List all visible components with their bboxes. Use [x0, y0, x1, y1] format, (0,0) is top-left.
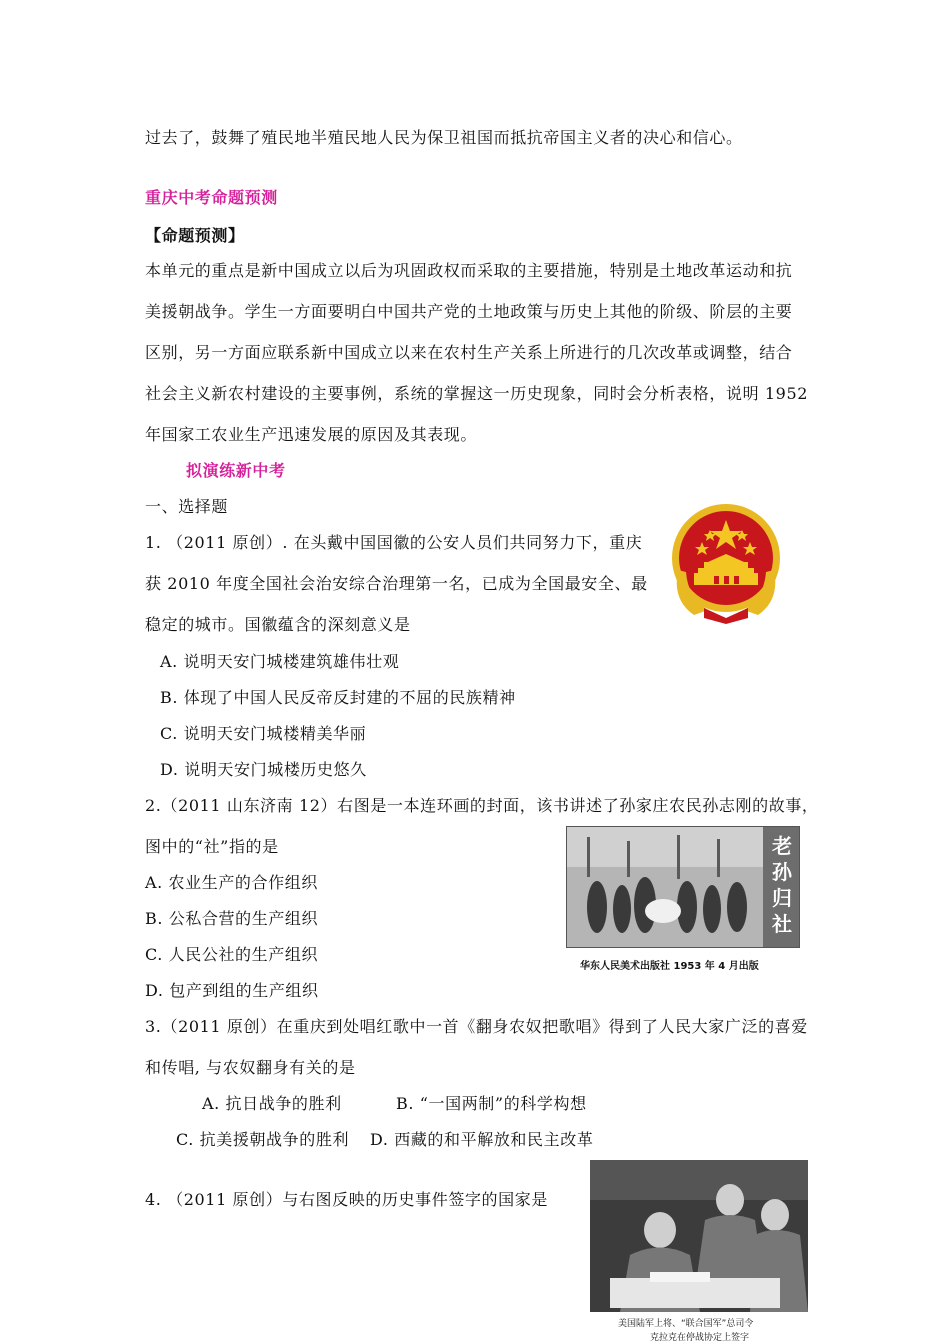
armistice-photo-image — [590, 1160, 808, 1312]
choice-heading: 一、选择题 — [145, 497, 229, 516]
question-3-option-b: B. “一国两制”的科学构想 — [396, 1094, 587, 1113]
question-2-line-1: 2.（2011 山东济南 12）右图是一本连环画的封面，该书讲述了孙家庄农民孙志刚的故事， — [145, 796, 819, 815]
line-intro: 过去了，鼓舞了殖民地半殖民地人民为保卫祖国而抵抗帝国主义者的决心和信心。 — [145, 128, 743, 147]
question-4: 4. （2011 原创）与右图反映的历史事件签字的国家是 — [145, 1190, 548, 1209]
paragraph-line-4: 社会主义新农村建设的主要事例，系统的掌握这一历史现象，同时会分析表格，说明 1952 — [145, 384, 809, 403]
question-2-option-d: D. 包产到组的生产组织 — [145, 981, 319, 1000]
question-2-option-a: A. 农业生产的合作组织 — [145, 873, 318, 892]
question-3-line-2: 和传唱, 与农奴翻身有关的是 — [145, 1058, 356, 1077]
section-title: 重庆中考命题预测 — [145, 188, 278, 207]
question-3-option-c: C. 抗美援朝战争的胜利 — [176, 1130, 350, 1149]
question-2-option-b: B. 公私合营的生产组织 — [145, 909, 319, 928]
question-1-option-d: D. 说明天安门城楼历史悠久 — [160, 760, 367, 779]
question-1-option-c: C. 说明天安门城楼精美华丽 — [160, 724, 367, 743]
question-2-line-2: 图中的“社”指的是 — [145, 837, 279, 856]
question-1-line-1: 1. （2011 原创）. 在头戴中国国徽的公安人员们共同努力下，重庆 — [145, 533, 643, 552]
paragraph-line-1: 本单元的重点是新中国成立以后为巩固政权而采取的主要措施，特别是土地改革运动和抗 — [145, 261, 793, 280]
paragraph-line-5: 年国家工农业生产迅速发展的原因及其表现。 — [145, 425, 478, 444]
paragraph-line-3: 区别，另一方面应联系新中国成立以来在农村生产关系上所进行的几次改革或调整，结合 — [145, 343, 793, 362]
question-3-line-1: 3.（2011 原创）在重庆到处唱红歌中一首《翻身农奴把歌唱》得到了人民大家广泛的喜爱 — [145, 1017, 808, 1036]
question-1-option-b: B. 体现了中国人民反帝反封建的不屈的民族精神 — [160, 688, 516, 707]
sub-title: 【命题预测】 — [145, 226, 245, 245]
question-3-option-a: A. 抗日战争的胜利 — [202, 1094, 342, 1113]
question-1-line-2: 获 2010 年度全国社会治安综合治理第一名，已成为全国最安全、最 — [145, 574, 648, 593]
question-1-option-a: A. 说明天安门城楼建筑雄伟壮观 — [160, 652, 400, 671]
question-1-line-3: 稳定的城市。国徽蕴含的深刻意义是 — [145, 615, 411, 634]
comic-cover-image — [566, 826, 800, 948]
comic-title: 老孙归社 — [772, 834, 792, 936]
question-2-option-c: C. 人民公社的生产组织 — [145, 945, 319, 964]
practice-title: 拟演练新中考 — [186, 461, 286, 480]
paragraph-line-2: 美援朝战争。学生一方面要明白中国共产党的土地政策与历史上其他的阶级、阶层的主要 — [145, 302, 793, 321]
question-3-option-d: D. 西藏的和平解放和民主改革 — [370, 1130, 594, 1149]
comic-caption: 华东人民美术出版社 1953 年 4 月出版 — [580, 961, 759, 972]
national-emblem-image — [664, 500, 788, 624]
photo-caption-2: 克拉克在停战协定上签字 — [650, 1333, 750, 1343]
photo-caption-1: 美国陆军上将、“联合国军”总司令 — [618, 1319, 754, 1329]
